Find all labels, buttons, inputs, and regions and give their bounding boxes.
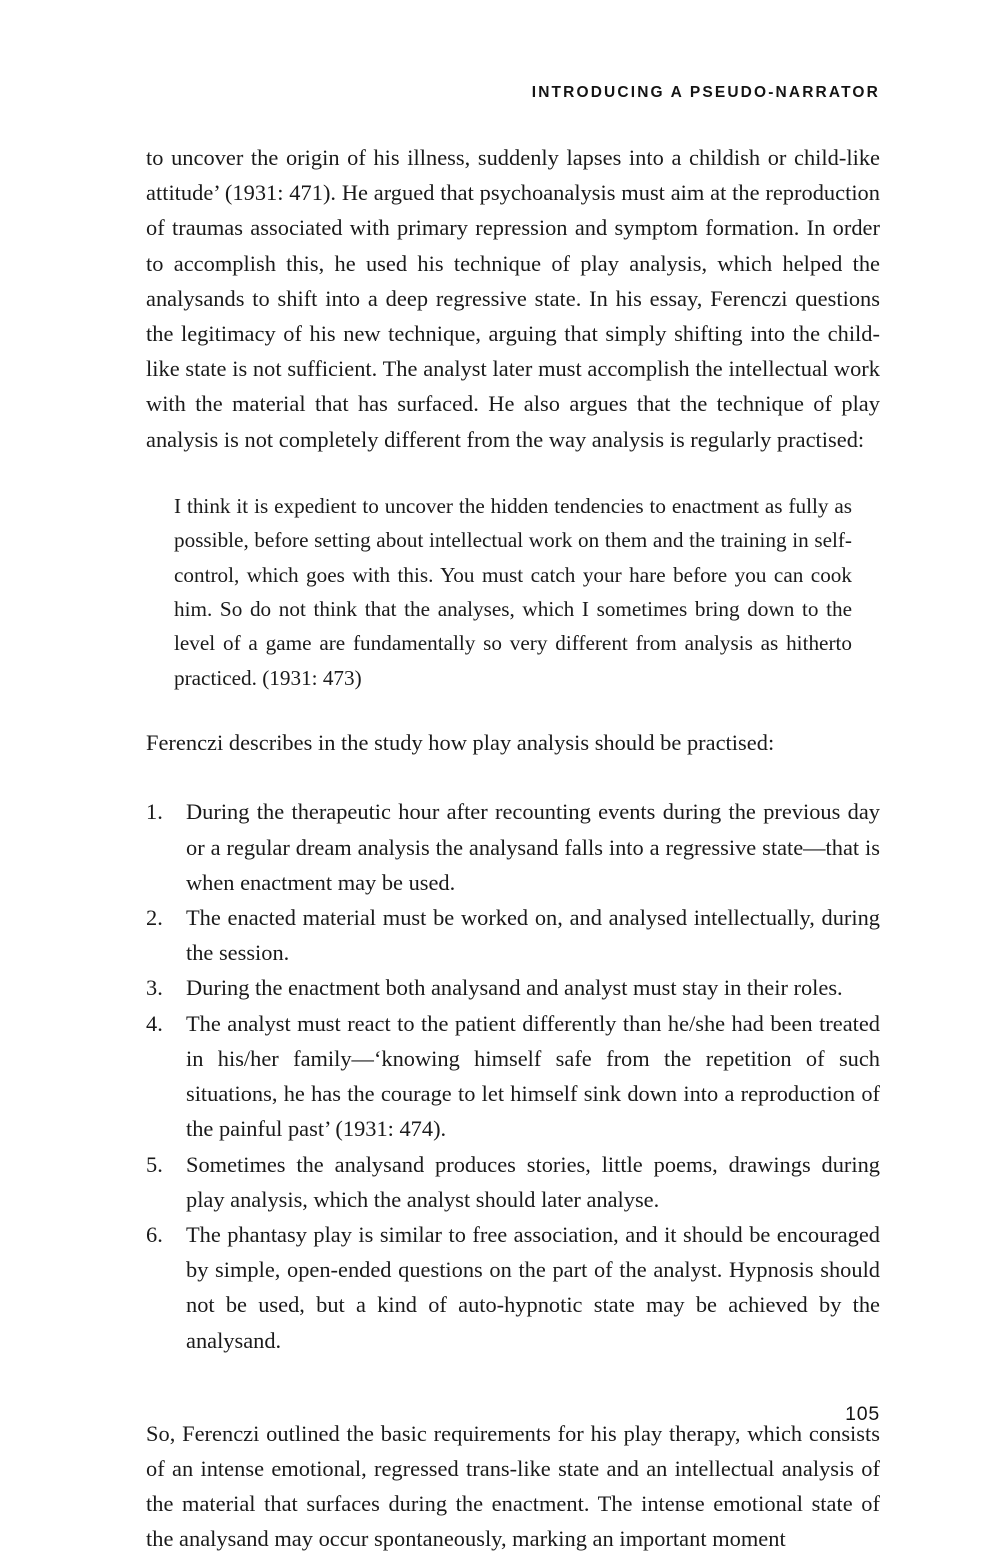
list-item-marker: 3. xyxy=(146,975,163,1001)
running-head: INTRODUCING A PSEUDO-NARRATOR xyxy=(531,84,880,101)
list-item-marker: 1. xyxy=(146,799,163,825)
spacer-after-blockquote xyxy=(146,695,880,725)
numbered-list xyxy=(146,794,880,1357)
list-item-marker: 6. xyxy=(146,1221,163,1247)
list-item xyxy=(146,970,880,1005)
list-item-text: Sometimes the analysand produces stories, little poems, drawings during play analysis, which the analyst should later analyse. xyxy=(186,1151,880,1212)
list-item-marker: 5. xyxy=(146,1151,163,1177)
list-item-text: The analyst must react to the patient differently than he/she had been treated in his/her family—‘knowing himself safe from the repetition of such situations, he has the courage to let himself sink down into a reproduction of the painful past’ (1931: 474). xyxy=(186,1010,880,1142)
blockquote-text: I think it is expedient to uncover the hidden tendencies to enactment as fully as possible, before setting about intellectual work on them and the training in self-control, which goes with this. You must catch your hare before you can cook him. So do not think that the analyses, which I sometimes bring down to the level of a game are fundamentally so very different from analysis as hitherto practiced. (1931: 473) xyxy=(174,493,852,690)
list-item-text: The phantasy play is similar to free association, and it should be encouraged by simple, open-ended questions on the part of the analyst. Hypnosis should not be used, but a kind of auto-hypnotic state may be achieved by the analysand. xyxy=(186,1221,880,1353)
list-item-marker: 4. xyxy=(146,1010,163,1036)
list-item-text: The enacted material must be worked on, and analysed intellectually, during the session. xyxy=(186,905,880,966)
list-intro-paragraph: Ferenczi describes in the study how play analysis should be practised: xyxy=(146,730,775,756)
list-item-text: During the enactment both analysand and analyst must stay in their roles. xyxy=(186,975,843,1001)
spacer-after-list xyxy=(146,1358,880,1386)
list-item xyxy=(146,1217,880,1358)
body-paragraph-first: to uncover the origin of his illness, suddenly lapses into a childish or child-like attitude’ (1931: 471). He argued that psychoanalysis must aim at the reproduction of traumas associated with primary repression and symptom formation. In order to accomplish this, he used his technique of play analysis, which helped the analysands to shift into a deep regressive state. In his essay, Ferenczi questions the legitimacy of his new technique, arguing that simply shifting into the child-like state is not sufficient. The analyst later must accomplish the intellectual work with the material that has surfaced. He also argues that the technique of play analysis is not completely different from the way analysis is regularly practised: xyxy=(146,145,880,452)
spacer-before-blockquote xyxy=(146,457,880,489)
list-item xyxy=(146,900,880,970)
page-content xyxy=(146,140,880,1557)
page-number: 105 xyxy=(845,1403,880,1425)
body-paragraph-final: So, Ferenczi outlined the basic requirements for his play therapy, which consists of an intense emotional, regressed trans-like state and an intellectual analysis of the material that surfaces during the enactment. The intense emotional state of the analysand may occur spontaneously, marking an important moment xyxy=(146,1420,880,1552)
spacer-before-list xyxy=(146,760,880,794)
list-item-text: During the therapeutic hour after recounting events during the previous day or a regular dream analysis the analysand falls into a regressive state—that is when enactment may be used. xyxy=(186,799,880,895)
list-item xyxy=(146,1147,880,1217)
list-item-marker: 2. xyxy=(146,905,163,931)
blockquote xyxy=(146,489,852,695)
list-item xyxy=(146,1006,880,1147)
list-item xyxy=(146,794,880,900)
